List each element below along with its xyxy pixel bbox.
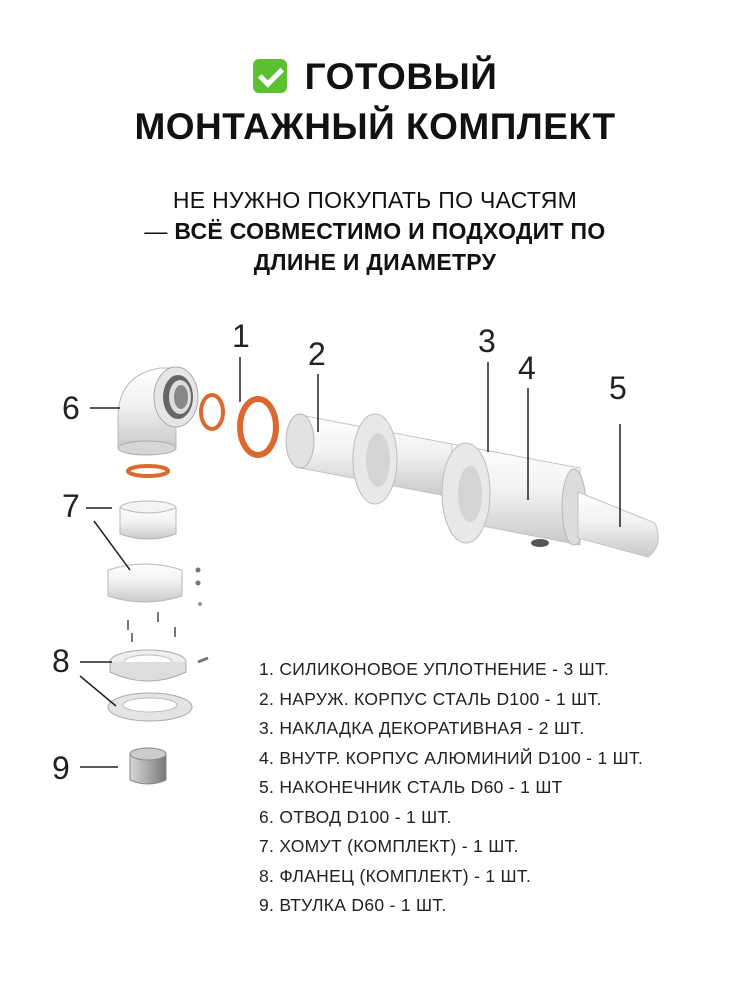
callout-1: 1 — [232, 318, 250, 354]
list-item: 7. ХОМУТ (КОМПЛЕКТ) - 1 ШТ. — [259, 836, 519, 856]
callout-9: 9 — [52, 750, 70, 786]
subtitle-line-2: — ВСЁ СОВМЕСТИМО И ПОДХОДИТ ПО — [144, 218, 606, 244]
list-item: 5. НАКОНЕЧНИК СТАЛЬ D60 - 1 ШТ — [259, 777, 563, 797]
list-item: 8. ФЛАНЕЦ (КОМПЛЕКТ) - 1 ШТ. — [259, 865, 532, 886]
subtitle-line-1: НЕ НУЖНО ПОКУПАТЬ ПО ЧАСТЯМ — [172, 187, 578, 213]
list-item: 6. ОТВОД D100 - 1 ШТ. — [259, 806, 452, 827]
list-item: 9. ВТУЛКА D60 - 1 ШТ. — [259, 895, 447, 915]
clamp-part — [108, 501, 202, 642]
parts-list — [259, 655, 643, 921]
list-item: 4. ВНУТР. КОРПУС АЛЮМИНИЙ D100 - 1 ШТ. — [259, 747, 644, 768]
bushing-part — [130, 748, 166, 784]
callout-4: 4 — [518, 350, 536, 386]
pipe-assembly — [286, 414, 658, 557]
callout-3: 3 — [478, 323, 496, 359]
callout-5: 5 — [609, 370, 627, 406]
seal-ring — [128, 466, 168, 476]
list-item: 1. СИЛИКОНОВОЕ УПЛОТНЕНИЕ - 3 ШТ. — [259, 659, 610, 679]
seal-ring — [201, 395, 223, 429]
title-line-2: МОНТАЖНЫЙ КОМПЛЕКТ — [134, 106, 616, 147]
callout-2: 2 — [308, 336, 326, 372]
callout-8: 8 — [52, 643, 70, 679]
subtitle-line-3: ДЛИНЕ И ДИАМЕТРУ — [253, 249, 497, 275]
list-item: 2. НАРУЖ. КОРПУС СТАЛЬ D100 - 1 ШТ. — [259, 688, 602, 709]
seal-ring — [240, 399, 276, 455]
elbow-part — [118, 367, 198, 455]
list-item: 3. НАКЛАДКА ДЕКОРАТИВНАЯ - 2 ШТ. — [259, 718, 585, 738]
callout-7: 7 — [62, 488, 80, 524]
flange-part — [108, 650, 208, 721]
title-line-1: ГОТОВЫЙ — [0, 52, 750, 102]
callout-6: 6 — [62, 390, 80, 426]
